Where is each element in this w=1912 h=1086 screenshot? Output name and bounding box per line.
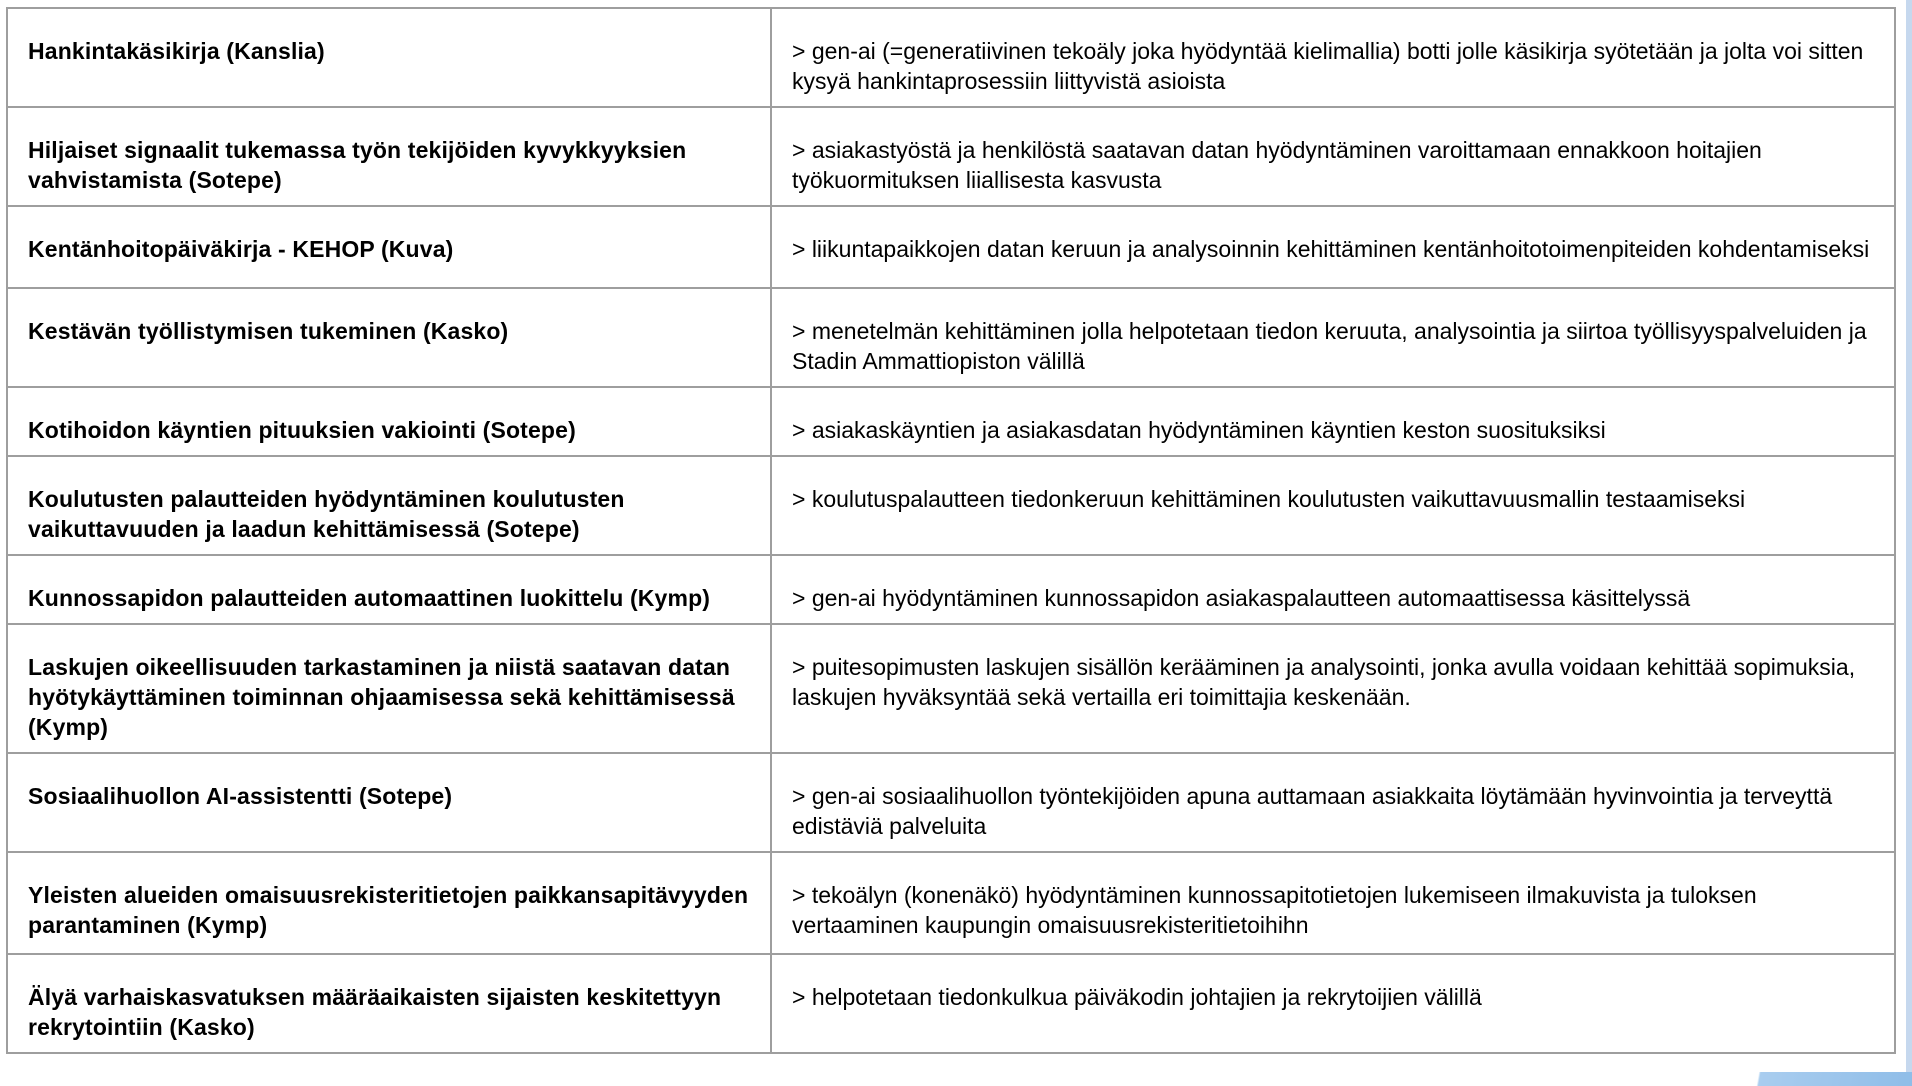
table-row: [7, 753, 1895, 852]
project-description-cell: > koulutuspalautteen tiedonkeruun kehittäminen koulutusten vaikuttavuusmallin testaamiseksi: [771, 456, 1895, 555]
table-row: [7, 456, 1895, 555]
projects-table: [6, 7, 1896, 1054]
table-row: [7, 107, 1895, 206]
project-description-cell: > tekoälyn (konenäkö) hyödyntäminen kunnossapitotietojen lukemiseen ilmakuvista ja tuloksen vertaaminen kaupungin omaisuusrekisteritietoihihn: [771, 852, 1895, 954]
project-title-cell: Kestävän työllistymisen tukeminen (Kasko): [7, 288, 771, 387]
project-description-cell: > gen-ai hyödyntäminen kunnossapidon asiakaspalautteen automaattisessa käsittelyssä: [771, 555, 1895, 624]
project-title-cell: Koulutusten palautteiden hyödyntäminen koulutusten vaikuttavuuden ja laadun kehittämisessä (Sotepe): [7, 456, 771, 555]
project-description-cell: > asiakastyöstä ja henkilöstä saatavan datan hyödyntäminen varoittamaan ennakkoon hoitajien työkuormituksen liiallisesta kasvusta: [771, 107, 1895, 206]
table-row: [7, 8, 1895, 107]
table-row: [7, 288, 1895, 387]
project-description-cell: > gen-ai (=generatiivinen tekoäly joka hyödyntää kielimallia) botti jolle käsikirja syötetään ja jolta voi sitten kysyä hankintaprosessiin liittyvistä asioista: [771, 8, 1895, 107]
project-description-cell: > liikuntapaikkojen datan keruun ja analysoinnin kehittäminen kentänhoitotoimenpiteiden kohdentamiseksi: [771, 206, 1895, 288]
table-row: [7, 624, 1895, 753]
page-edge-decoration: [1906, 0, 1912, 1086]
project-title-cell: Yleisten alueiden omaisuusrekisteritietojen paikkansapitävyyden parantaminen (Kymp): [7, 852, 771, 954]
projects-table-body: [7, 8, 1895, 1053]
project-title-cell: Hankintakäsikirja (Kanslia): [7, 8, 771, 107]
table-row: [7, 954, 1895, 1053]
project-description-cell: > helpotetaan tiedonkulkua päiväkodin johtajien ja rekrytoijien välillä: [771, 954, 1895, 1053]
table-row: [7, 387, 1895, 456]
project-description-cell: > asiakaskäyntien ja asiakasdatan hyödyntäminen käyntien keston suosituksiksi: [771, 387, 1895, 456]
project-description-cell: > menetelmän kehittäminen jolla helpotetaan tiedon keruuta, analysointia ja siirtoa työllisyyspalveluiden ja Stadin Ammattiopiston välillä: [771, 288, 1895, 387]
table-row: [7, 852, 1895, 954]
project-title-cell: Hiljaiset signaalit tukemassa työn tekijöiden kyvykkyyksien vahvistamista (Sotepe): [7, 107, 771, 206]
project-title-cell: Älyä varhaiskasvatuksen määräaikaisten sijaisten keskitettyyn rekrytointiin (Kasko): [7, 954, 771, 1053]
project-title-cell: Kentänhoitopäiväkirja - KEHOP (Kuva): [7, 206, 771, 288]
project-title-cell: Sosiaalihuollon AI-assistentti (Sotepe): [7, 753, 771, 852]
project-title-cell: Kunnossapidon palautteiden automaattinen luokittelu (Kymp): [7, 555, 771, 624]
corner-decoration: [1720, 1072, 1912, 1086]
page-bottom-edge: [0, 1080, 1912, 1086]
table-row: [7, 555, 1895, 624]
project-description-cell: > puitesopimusten laskujen sisällön kerääminen ja analysointi, jonka avulla voidaan kehittää sopimuksia, laskujen hyväksyntää sekä vertailla eri toimittajia keskenään.: [771, 624, 1895, 753]
project-description-cell: > gen-ai sosiaalihuollon työntekijöiden apuna auttamaan asiakkaita löytämään hyvinvointia ja terveyttä edistäviä palveluita: [771, 753, 1895, 852]
project-title-cell: Kotihoidon käyntien pituuksien vakiointi (Sotepe): [7, 387, 771, 456]
project-title-cell: Laskujen oikeellisuuden tarkastaminen ja niistä saatavan datan hyötykäyttäminen toiminnan ohjaamisessa sekä kehittämisessä (Kymp): [7, 624, 771, 753]
table-row: [7, 206, 1895, 288]
